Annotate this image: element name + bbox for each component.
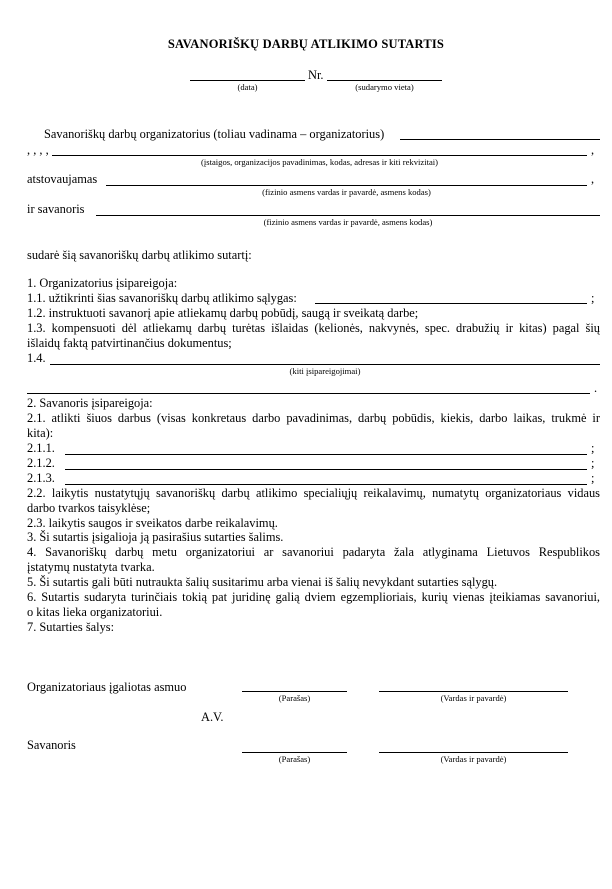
clause-2-1-line-a: 2.1. atlikti šiuos darbus (visas konkretaus darbo pavadinimas, darbų pobūdis, kiekis, darbo laikas, trukmė ir (27, 411, 600, 425)
clause-7: 7. Sutarties šalys: (27, 620, 115, 634)
organizer-line-1 (400, 139, 600, 140)
volunteer-name-line (379, 752, 568, 753)
nr-label: Nr. (308, 68, 324, 82)
institution-caption: (įstaigos, organizacijos pavadinimas, kodas, adresas ir kiti rekvizitai) (200, 157, 439, 167)
clause-2-1-1: 2.1.1. (27, 441, 55, 455)
place-line (327, 80, 442, 81)
organizer-name-caption: (Vardas ir pavardė) (440, 693, 507, 703)
organizer-name-line (379, 691, 568, 692)
clause-1-4: 1.4. (27, 351, 46, 365)
clause-1-1-line (315, 303, 587, 304)
organizer-signature-caption: (Parašas) (278, 693, 311, 703)
document-title: SAVANORIŠKŲ DARBŲ ATLIKIMO SUTARTIS (167, 37, 445, 51)
semicolon-2-1-3: ; (591, 471, 595, 485)
clause-2-3: 2.3. laikytis saugos ir sveikatos darbe reikalavimų. (27, 516, 278, 530)
volunteer-label: ir savanoris (27, 202, 85, 216)
represented-label: atstovaujamas (27, 172, 98, 186)
clause-2-2-line-a: 2.2. laikytis nustatytųjų savanoriškų darbų atlikimo specialiųjų reikalavimų, numatytų organizatoriaus vidaus (27, 486, 600, 500)
date-line (190, 80, 305, 81)
organizer-intro: Savanoriškų darbų organizatorius (toliau vadinama – organizatorius) (44, 127, 385, 141)
semicolon-2-1-2: ; (591, 456, 595, 470)
concluded-text: sudarė šią savanoriškų darbų atlikimo sutartį: (27, 248, 252, 262)
date-caption: (data) (237, 82, 258, 92)
clause-3: 3. Ši sutartis įsigalioja ją pasirašius sutarties šalims. (27, 530, 284, 544)
semicolon-1-1: ; (591, 291, 595, 305)
stamp-place-label: A.V. (201, 710, 224, 724)
volunteer-name-caption: (Vardas ir pavardė) (440, 754, 507, 764)
clause-5: 5. Ši sutartis gali būti nutraukta šalių susitarimu arba vienai iš šalių nevykdant sutarties sąlygų. (27, 575, 498, 589)
clause-2-1-2: 2.1.2. (27, 456, 55, 470)
clause-2-1-3: 2.1.3. (27, 471, 55, 485)
organizer-line-2 (52, 155, 587, 156)
clause-4-line-a: 4. Savanoriškų darbų metu organizatoriui ar savanoriui padaryta žala atlyginama Lietuvos Respublikos (27, 545, 600, 559)
other-obligations-line (27, 393, 590, 394)
period-mark: . (594, 381, 598, 395)
clause-1-3-line-b: išlaidų faktą patvirtinančius dokumentus; (27, 336, 232, 350)
clause-1-3-line-a: 1.3. kompensuoti dėl atliekamų darbų turėtas išlaidas (kelionės, nakvynės, spec. drabužių ir kitas) pagal šių (27, 321, 600, 335)
person-caption-1: (fizinio asmens vardas ir pavardė, asmens kodas) (262, 187, 431, 197)
clause-2-1-2-line (65, 469, 587, 470)
organizer-signature-line (242, 691, 347, 692)
volunteer-signature-line (242, 752, 347, 753)
org-heading: 1. Organizatorius įsipareigoja: (27, 276, 178, 290)
clause-6-line-a: 6. Sutartis sudaryta turinčiais tokią pat juridinę galią dviem egzemplioriais, kurių vienas įteikiamas savanoriui, (27, 590, 600, 604)
person-caption-2: (fizinio asmens vardas ir pavardė, asmens kodas) (263, 217, 433, 227)
clause-2-1-3-line (65, 484, 587, 485)
comma-2: , (591, 172, 595, 186)
clause-2-2-line-b: darbo tvarkos taisyklėse; (27, 501, 151, 515)
volunteer-line (96, 215, 600, 216)
comma-1: , (591, 143, 595, 157)
semicolon-2-1-1: ; (591, 441, 595, 455)
clause-4-line-b: įstatymų nustatyta tvarka. (27, 560, 155, 574)
clause-6-line-b: o kitas lieka organizatoriui. (27, 605, 163, 619)
clause-1-4-line (50, 364, 600, 365)
volunteer-heading: 2. Savanoris įsipareigoja: (27, 396, 153, 410)
clause-1-1: 1.1. užtikrinti šias savanoriškų darbų atlikimo sąlygas: (27, 291, 297, 305)
represented-line (106, 185, 587, 186)
clause-2-1-line-b: kita): (27, 426, 54, 440)
organizer-representative-label: Organizatoriaus įgaliotas asmuo (27, 680, 187, 694)
clause-2-1-1-line (65, 454, 587, 455)
place-caption: (sudarymo vieta) (355, 82, 414, 92)
dots-text: , , , , (27, 143, 49, 157)
volunteer-signature-caption: (Parašas) (278, 754, 311, 764)
other-obligations-caption: (kiti įsipareigojimai) (289, 366, 361, 376)
volunteer-signature-label: Savanoris (27, 738, 76, 752)
clause-1-2: 1.2. instruktuoti savanorį apie atliekamų darbų pobūdį, saugą ir sveikatą darbe; (27, 306, 419, 320)
